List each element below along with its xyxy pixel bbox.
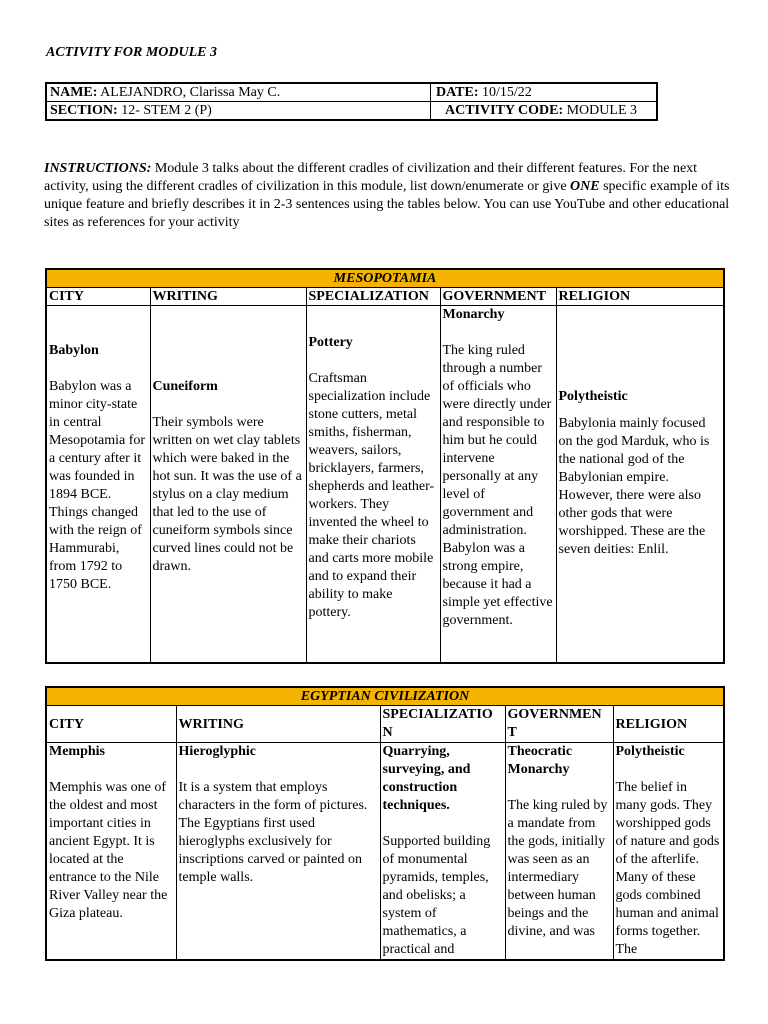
header-religion: RELIGION xyxy=(613,706,724,743)
writing-cell xyxy=(176,743,380,961)
instructions xyxy=(44,160,734,232)
government-title: Monarchy xyxy=(442,307,505,322)
religion-text: Babylonia mainly focused on the god Marduk, who is the national god of the Babylonian empire. However, there were also other gods that were worshipped. These are the seven deities: Enlil. xyxy=(558,416,710,557)
activity-code-value: MODULE 3 xyxy=(566,103,637,118)
section-label: SECTION: xyxy=(50,103,118,118)
header-religion: RELIGION xyxy=(556,288,724,306)
specialization-title: Quarrying, surveying, and construction techniques. xyxy=(382,744,471,813)
specialization-cell xyxy=(306,306,440,664)
religion-cell xyxy=(556,306,724,664)
header-writing: WRITING xyxy=(176,706,380,743)
specialization-text: Craftsman specialization include stone cutters, metal smiths, fisherman, weavers, sailors, bricklayers, farmers, shepherds and leather-workers. They invented the wheel to make their chariots and carts more mobile and to expand their ability to make pottery. xyxy=(308,371,435,620)
header-specialization: SPECIALIZATIO N xyxy=(380,706,505,743)
mesopotamia-table xyxy=(45,268,725,664)
writing-title: Cuneiform xyxy=(152,379,218,394)
egypt-title: EGYPTIAN CIVILIZATION xyxy=(46,687,724,706)
religion-cell xyxy=(613,743,724,961)
writing-title: Hieroglyphic xyxy=(178,744,257,759)
specialization-cell xyxy=(380,743,505,961)
city-text: Babylon was a minor city-state in central Mesopotamia for a century after it was founded in 1894 BCE. Things changed with the reign of Hammurabi, from 1792 to 1750 BCE. xyxy=(49,379,146,592)
specialization-title: Pottery xyxy=(308,335,353,350)
writing-text: It is a system that employs characters in the form of pictures. The Egyptians first used hieroglyphs exclusively for inscriptions carved or painted on temple walls. xyxy=(178,780,368,885)
government-title: Theocratic Monarchy xyxy=(507,744,573,777)
name-value: ALEJANDRO, Clarissa May C. xyxy=(100,85,281,100)
header-city: CITY xyxy=(46,288,150,306)
mesopotamia-title: MESOPOTAMIA xyxy=(46,269,724,288)
religion-text: The belief in many gods. They worshipped gods of nature and gods of the afterlife. Many of these gods combined human and animal forms together. The xyxy=(615,780,720,957)
government-cell xyxy=(505,743,613,961)
writing-cell xyxy=(150,306,306,664)
header-government: GOVERNMENT xyxy=(440,288,556,306)
government-text: The king ruled through a number of officials who were directly under and responsible to him but he could intervene personally at any level of government and administration. Babylon was a strong empire, because it had a simple yet effective government. xyxy=(442,343,553,628)
religion-title: Polytheistic xyxy=(615,744,685,759)
city-title: Memphis xyxy=(49,744,105,759)
section-value: 12- STEM 2 (P) xyxy=(121,103,212,118)
city-cell xyxy=(46,743,176,961)
city-cell xyxy=(46,306,150,664)
instructions-emphasis: ONE xyxy=(570,179,600,194)
specialization-text: Supported building of monumental pyramids, temples, and obelisks; a system of mathematics, a practical and xyxy=(382,834,491,957)
name-cell xyxy=(46,83,431,102)
religion-title: Polytheistic xyxy=(558,389,628,404)
header-government: GOVERNMEN T xyxy=(505,706,613,743)
city-text: Memphis was one of the oldest and most important cities in ancient Egypt. It is located at the entrance to the Nile River Valley near the Giza plateau. xyxy=(49,780,168,921)
name-label: NAME: xyxy=(50,85,98,100)
activity-code-label: ACTIVITY CODE: xyxy=(445,103,564,118)
date-label: DATE: xyxy=(436,85,479,100)
date-value: 10/15/22 xyxy=(482,85,532,100)
page-heading: ACTIVITY FOR MODULE 3 xyxy=(46,45,218,60)
government-cell xyxy=(440,306,556,664)
instructions-part1: Module 3 talks about the different cradles of civilization and their different features. For the next activity, using the different cradles of civilization in this module, list down/enumerate or give xyxy=(44,161,698,194)
writing-text: Their symbols were written on wet clay tablets which were baked in the hot sun. It was the use of a stylus on a clay medium that led to the use of cuneiform symbols since curved lines could not be drawn. xyxy=(152,415,302,574)
date-cell xyxy=(431,83,658,102)
student-info-table xyxy=(45,82,658,121)
header-writing: WRITING xyxy=(150,288,306,306)
instructions-label: INSTRUCTIONS: xyxy=(44,161,152,176)
header-specialization: SPECIALIZATION xyxy=(306,288,440,306)
section-cell xyxy=(46,102,431,121)
activity-code-cell xyxy=(431,102,658,121)
instructions-part2: specific example of its unique feature and briefly describes it in 2-3 sentences using the tables below. You can use YouTube and other educational sites as references for your activity xyxy=(44,179,730,230)
government-text: The king ruled by a mandate from the gods, initially was seen as an intermediary between human beings and the divine, and was xyxy=(507,798,608,939)
city-title: Babylon xyxy=(49,343,99,358)
egyptian-civilization-table xyxy=(45,686,725,961)
header-city: CITY xyxy=(46,706,176,743)
